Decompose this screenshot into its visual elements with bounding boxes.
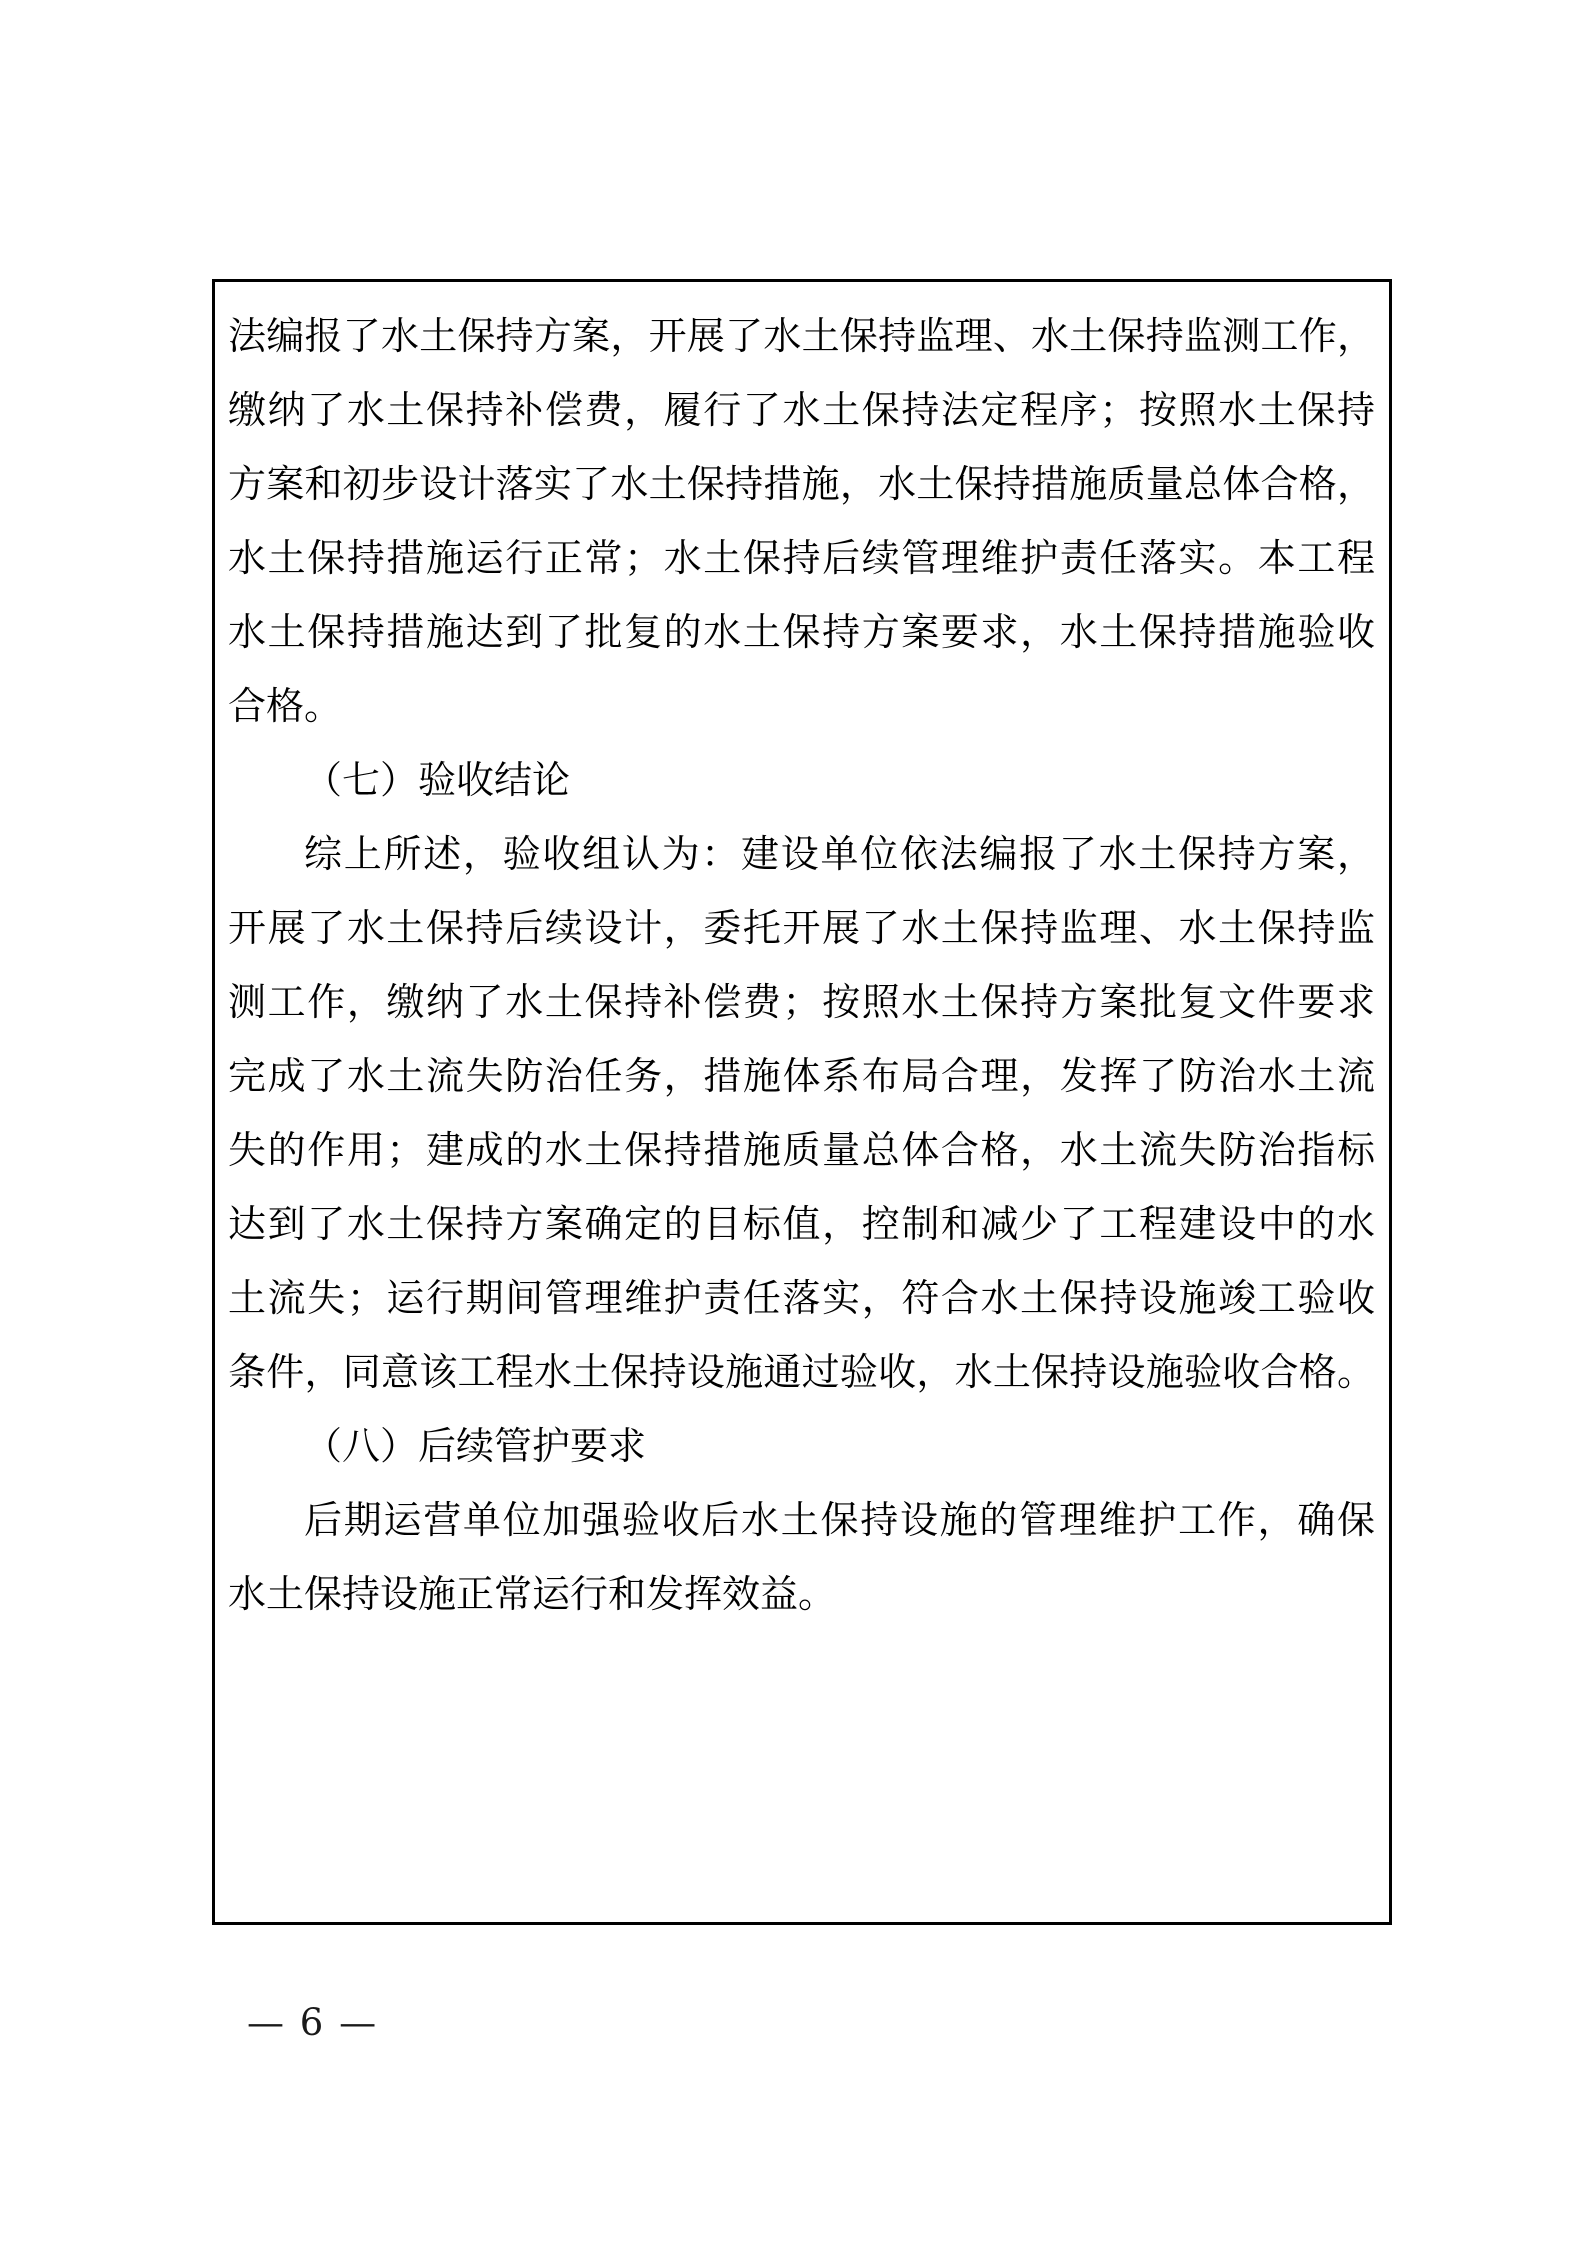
text-line: 失的作用；建成的水土保持措施质量总体合格，水土流失防治指标 <box>228 1128 1375 1172</box>
text-line: 完成了水土流失防治任务，措施体系布局合理，发挥了防治水土流 <box>228 1054 1375 1098</box>
document-border-box <box>212 279 1392 1925</box>
text-line: 水土保持设施正常运行和发挥效益。 <box>228 1572 837 1616</box>
text-line: 条件，同意该工程水土保持设施通过验收，水土保持设施验收合格。 <box>228 1350 1375 1394</box>
text-line: 方案和初步设计落实了水土保持措施，水土保持措施质量总体合格， <box>228 462 1375 506</box>
text-line: 法编报了水土保持方案，开展了水土保持监理、水土保持监测工作， <box>228 314 1375 358</box>
text-line: 合格。 <box>228 684 343 728</box>
page-number: — 6 — <box>247 2001 379 2044</box>
text-line: 水土保持措施运行正常；水土保持后续管理维护责任落实。本工程 <box>228 536 1375 580</box>
text-line: 测工作，缴纳了水土保持补偿费；按照水土保持方案批复文件要求 <box>228 980 1375 1024</box>
text-line: 缴纳了水土保持补偿费，履行了水土保持法定程序；按照水土保持 <box>228 388 1375 432</box>
text-line: 开展了水土保持后续设计，委托开展了水土保持监理、水土保持监 <box>228 906 1375 950</box>
text-line: 综上所述，验收组认为：建设单位依法编报了水土保持方案， <box>304 832 1375 876</box>
section-heading-7: （七）验收结论 <box>304 758 571 802</box>
section-heading-8: （八）后续管护要求 <box>304 1424 647 1468</box>
text-line: 水土保持措施达到了批复的水土保持方案要求，水土保持措施验收 <box>228 610 1375 654</box>
text-line: 达到了水土保持方案确定的目标值，控制和减少了工程建设中的水 <box>228 1202 1375 1246</box>
text-line: 后期运营单位加强验收后水土保持设施的管理维护工作，确保 <box>304 1498 1375 1542</box>
text-line: 土流失；运行期间管理维护责任落实，符合水土保持设施竣工验收 <box>228 1276 1375 1320</box>
